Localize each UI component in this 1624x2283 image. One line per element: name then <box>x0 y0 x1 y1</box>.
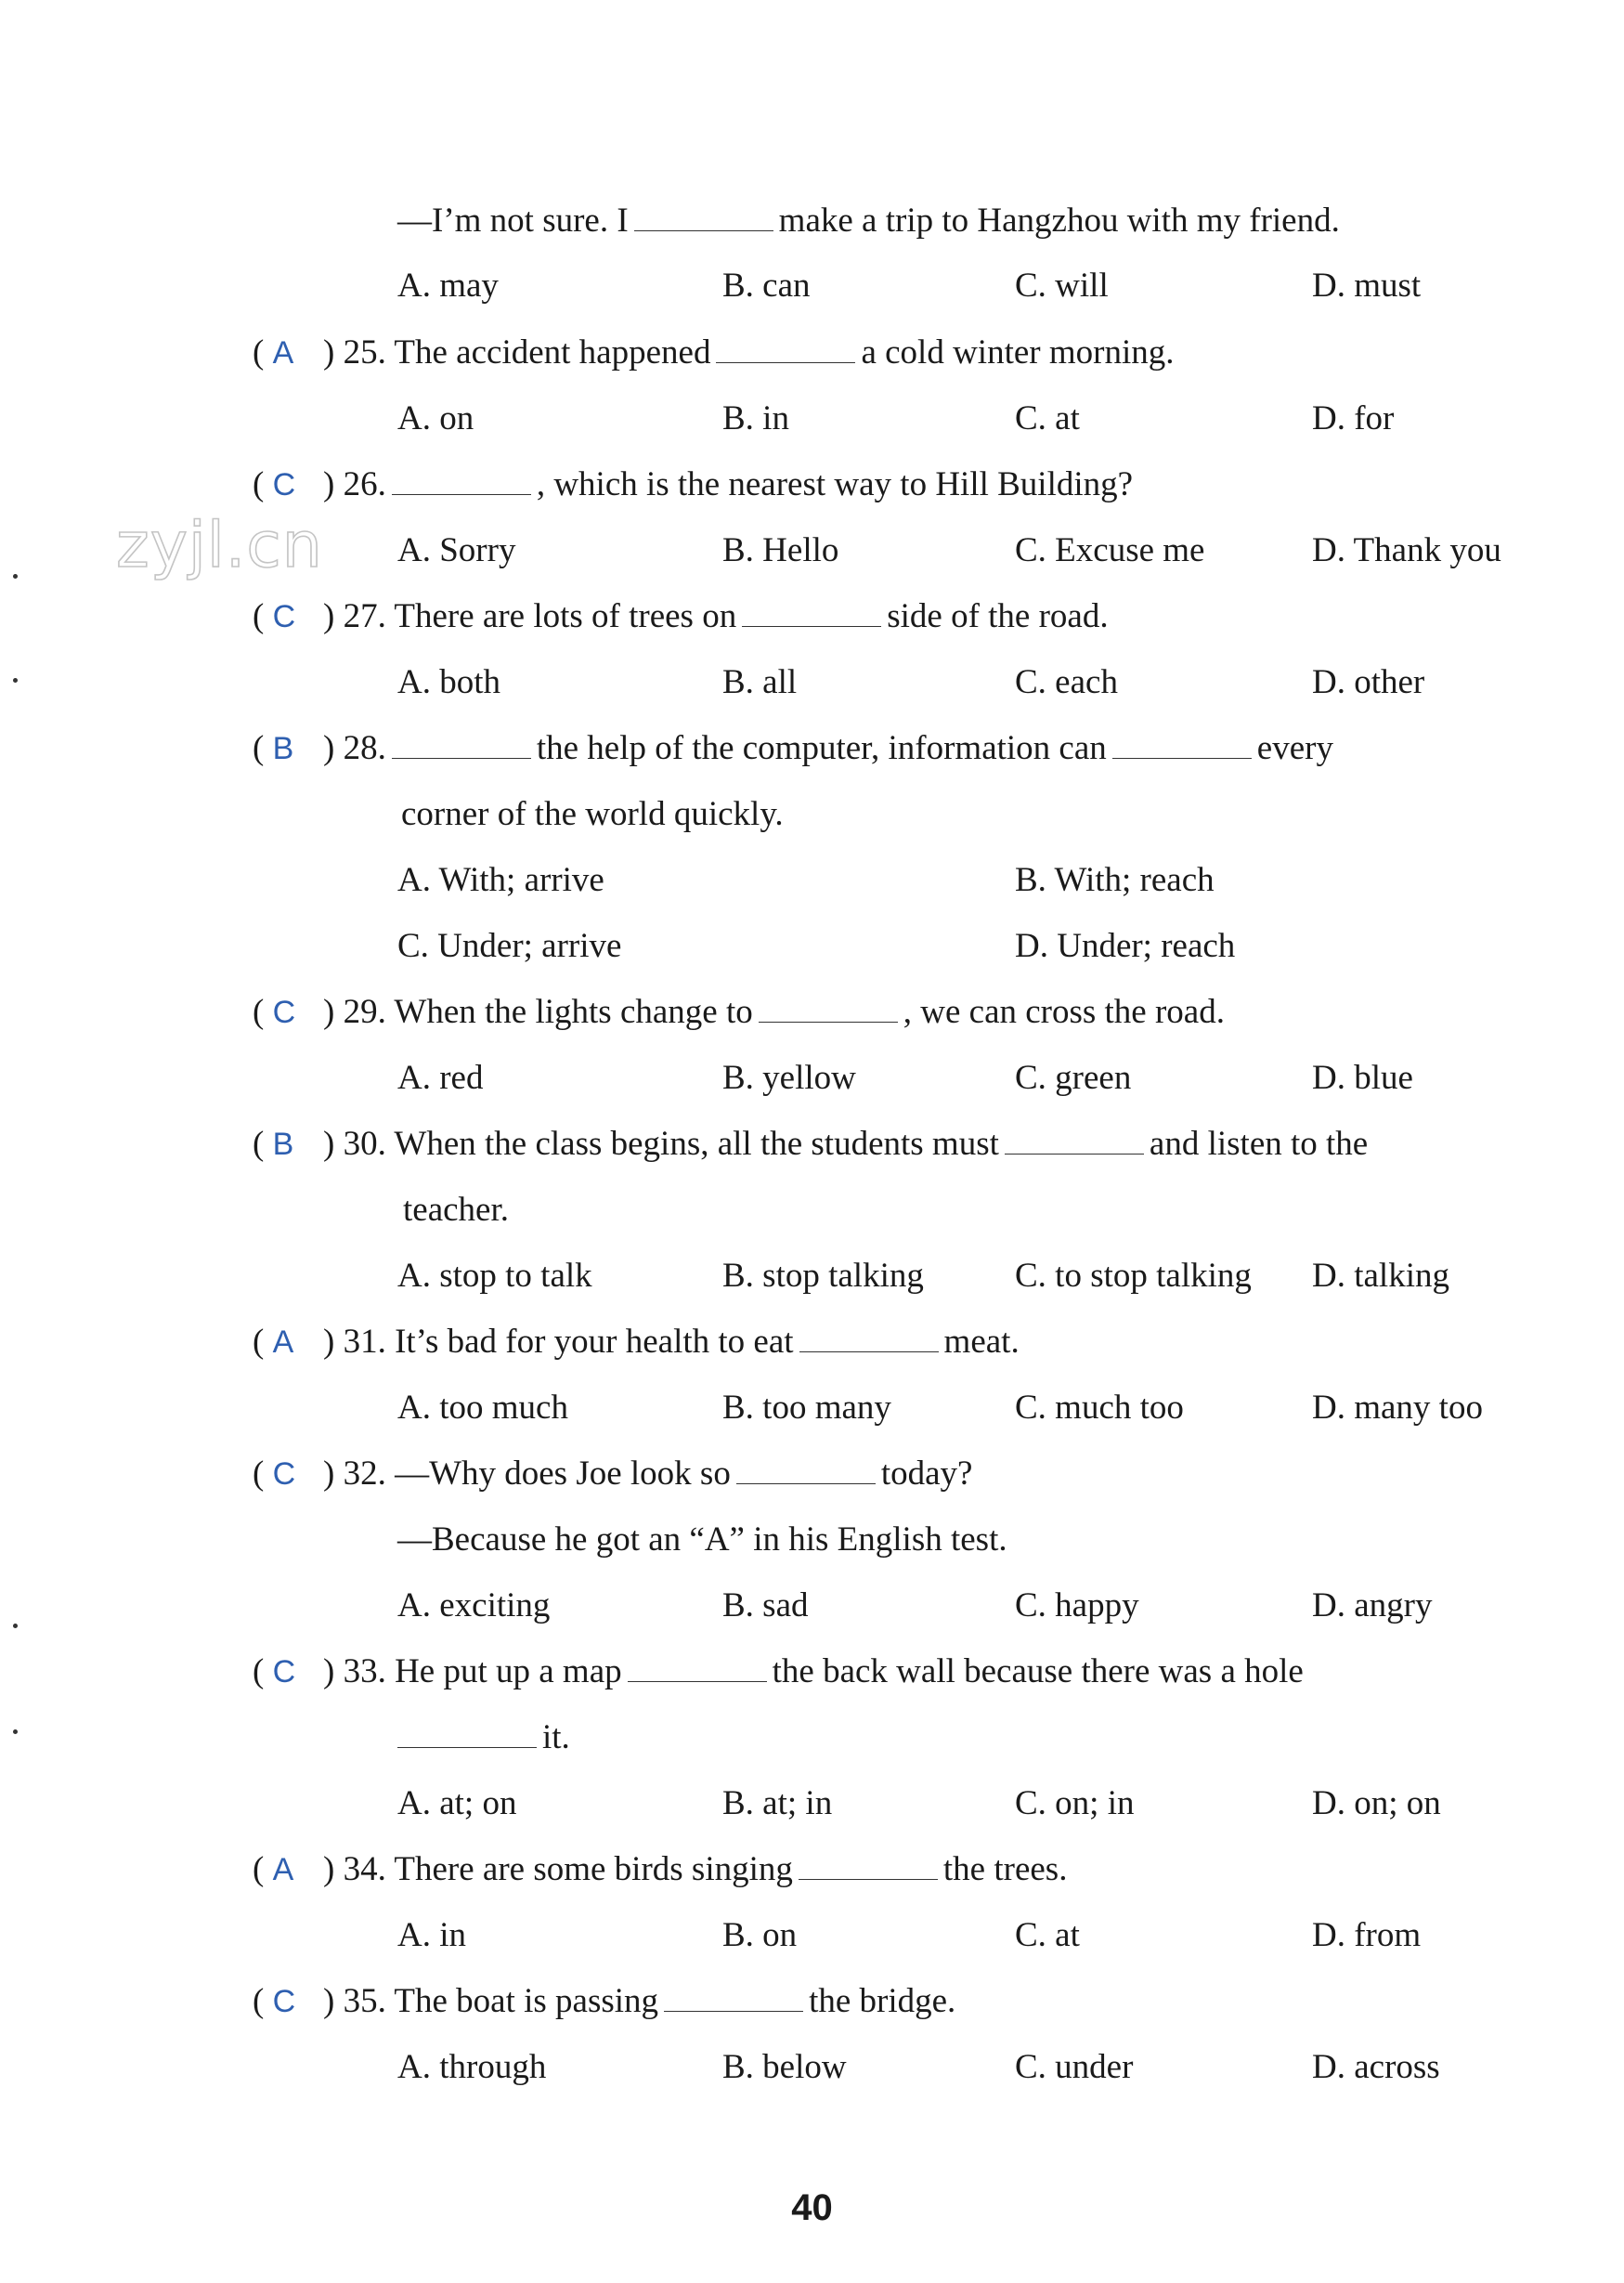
option-d: D. other <box>1312 663 1425 701</box>
option-b: B. can <box>722 267 811 305</box>
option-c: C. each <box>1015 663 1118 701</box>
option-c: C. Excuse me <box>1015 531 1205 569</box>
question-26: ) 26. , which is the nearest way to Hill Building? <box>323 465 1134 503</box>
blank[interactable] <box>1005 1126 1144 1155</box>
question-32-continued: —Because he got an “A” in his English test. <box>397 1520 1007 1559</box>
answer-letter: C <box>272 1456 296 1492</box>
option-a: A. both <box>397 663 500 701</box>
answer-paren: ( B <box>253 729 294 767</box>
option-c: C. will <box>1015 267 1109 305</box>
answer-letter: C <box>272 1984 296 2019</box>
blank[interactable] <box>664 1983 803 2012</box>
answer-letter: C <box>272 467 296 502</box>
question-35: ) 35. The boat is passing the bridge. <box>323 1982 956 2020</box>
question-31: ) 31. It’s bad for your health to eat meat. <box>323 1323 1020 1361</box>
blank[interactable] <box>799 1324 939 1352</box>
answer-letter: A <box>272 1852 294 1887</box>
blank[interactable] <box>799 1851 938 1880</box>
answer-paren: ( B <box>253 1125 294 1163</box>
option-d: D. blue <box>1312 1059 1413 1097</box>
option-b: B. all <box>722 663 798 701</box>
margin-dot <box>13 1624 18 1628</box>
option-a: A. stop to talk <box>397 1257 592 1295</box>
question-28: ) 28. the help of the computer, information can every <box>323 729 1333 767</box>
question-25: ) 25. The accident happened a cold winter morning. <box>323 333 1175 372</box>
answer-paren: ( C <box>253 1652 296 1690</box>
option-b: B. on <box>722 1916 798 1954</box>
blank[interactable] <box>716 334 855 363</box>
option-a: A. With; arrive <box>397 861 604 899</box>
option-a: A. at; on <box>397 1784 517 1822</box>
option-c: C. under <box>1015 2048 1134 2086</box>
option-b: B. sad <box>722 1586 809 1624</box>
page-number: 40 <box>791 2187 833 2228</box>
option-b: B. in <box>722 399 789 437</box>
blank[interactable] <box>1112 730 1252 759</box>
margin-dot <box>13 574 18 579</box>
answer-paren: ( C <box>253 1455 296 1493</box>
option-d: D. Under; reach <box>1015 927 1236 965</box>
question-33-continued: it. <box>397 1716 570 1760</box>
option-d: D. Thank you <box>1312 531 1501 569</box>
option-a: A. in <box>397 1916 466 1954</box>
option-a: A. on <box>397 399 474 437</box>
option-d: D. many too <box>1312 1389 1483 1427</box>
option-d: D. talking <box>1312 1257 1449 1295</box>
option-c: C. on; in <box>1015 1784 1135 1822</box>
option-a: A. through <box>397 2048 547 2086</box>
question-29: ) 29. When the lights change to , we can cross the road. <box>323 993 1225 1031</box>
answer-paren: ( A <box>253 333 294 372</box>
answer-paren: ( C <box>253 1982 296 2020</box>
answer-letter: B <box>272 731 294 766</box>
question-33: ) 33. He put up a map the back wall because there was a hole <box>323 1652 1304 1690</box>
option-d: D. angry <box>1312 1586 1433 1624</box>
question-28-continued: corner of the world quickly. <box>401 795 784 833</box>
blank[interactable] <box>736 1455 876 1484</box>
option-a: A. may <box>397 267 499 305</box>
blank[interactable] <box>397 1719 537 1748</box>
answer-paren: ( A <box>253 1850 294 1888</box>
option-b: B. Hello <box>722 531 839 569</box>
option-d: D. must <box>1312 267 1422 305</box>
option-d: D. from <box>1312 1916 1422 1954</box>
question-30-continued: teacher. <box>403 1191 509 1229</box>
option-d: D. for <box>1312 399 1395 437</box>
blank[interactable] <box>392 730 531 759</box>
answer-paren: ( C <box>253 597 296 635</box>
answer-paren: ( C <box>253 993 296 1031</box>
option-a: A. too much <box>397 1389 568 1427</box>
margin-dot <box>13 1729 18 1734</box>
option-c: C. at <box>1015 1916 1080 1954</box>
blank[interactable] <box>759 994 898 1023</box>
option-c: C. much too <box>1015 1389 1184 1427</box>
option-d: D. across <box>1312 2048 1440 2086</box>
option-c: C. to stop talking <box>1015 1257 1252 1295</box>
option-a: A. exciting <box>397 1586 551 1624</box>
margin-dot <box>13 678 18 683</box>
option-a: A. red <box>397 1059 484 1097</box>
question-32: ) 32. —Why does Joe look so today? <box>323 1455 973 1493</box>
watermark: zyjl.cn <box>116 509 323 582</box>
option-c: C. at <box>1015 399 1080 437</box>
blank[interactable] <box>392 466 531 495</box>
blank[interactable] <box>628 1653 767 1682</box>
option-c: C. happy <box>1015 1586 1139 1624</box>
answer-letter: B <box>272 1127 294 1162</box>
answer-letter: C <box>272 1654 296 1689</box>
blank[interactable] <box>634 202 773 231</box>
answer-letter: A <box>272 1324 294 1360</box>
question-30: ) 30. When the class begins, all the students must and listen to the <box>323 1125 1369 1163</box>
answer-letter: C <box>272 599 296 634</box>
intro-line: —I’m not sure. I make a trip to Hangzhou with my friend. <box>397 202 1340 240</box>
answer-letter: C <box>272 995 296 1030</box>
option-a: A. Sorry <box>397 531 516 569</box>
blank[interactable] <box>742 598 881 627</box>
option-b: B. stop talking <box>722 1257 924 1295</box>
option-b: B. With; reach <box>1015 861 1215 899</box>
option-b: B. below <box>722 2048 847 2086</box>
option-b: B. at; in <box>722 1784 833 1822</box>
answer-letter: A <box>272 335 294 371</box>
option-b: B. yellow <box>722 1059 856 1097</box>
option-d: D. on; on <box>1312 1784 1441 1822</box>
option-c: C. Under; arrive <box>397 927 622 965</box>
question-27: ) 27. There are lots of trees on side of the road. <box>323 597 1109 635</box>
answer-paren: ( A <box>253 1323 294 1361</box>
question-34: ) 34. There are some birds singing the trees. <box>323 1850 1068 1888</box>
option-c: C. green <box>1015 1059 1132 1097</box>
answer-paren: ( C <box>253 465 296 503</box>
option-b: B. too many <box>722 1389 891 1427</box>
